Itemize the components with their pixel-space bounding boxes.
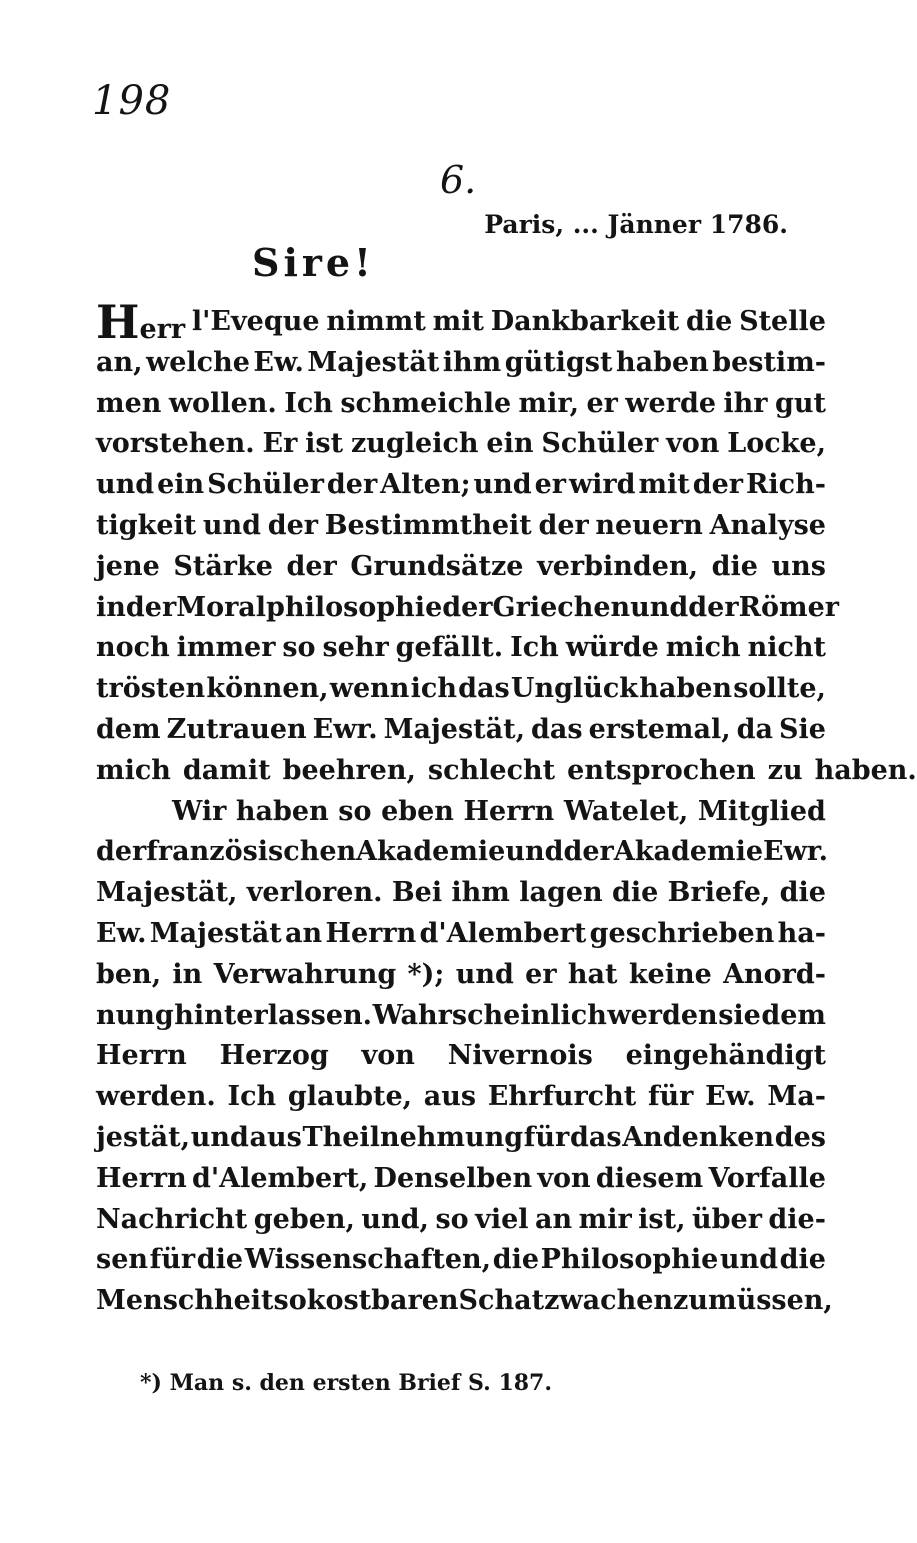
text-line (96, 424, 826, 465)
word: er (525, 958, 557, 990)
word: ben, (96, 958, 162, 990)
word: Analyse (709, 509, 826, 541)
word: Philosophie (540, 1244, 719, 1276)
word: Ewr. (763, 836, 828, 868)
word: schlecht (427, 754, 556, 786)
word: und (96, 469, 155, 501)
word: eingehändigt (625, 1040, 826, 1072)
word: Majestät, (383, 713, 526, 745)
text-line (96, 914, 826, 955)
text-line (96, 343, 826, 384)
word: haben. (814, 754, 917, 786)
word: ha- (777, 917, 826, 949)
word: Ich (510, 632, 559, 664)
word: noch (96, 632, 170, 664)
word: Bestimmtheit (324, 509, 532, 541)
word: Mitglied (697, 795, 826, 827)
word: Wir (172, 795, 227, 827)
text-line (96, 1159, 826, 1200)
word: würde (565, 632, 659, 664)
word: die (779, 1244, 826, 1276)
word: Ma- (767, 1081, 826, 1113)
word: Grundsätze (350, 550, 524, 582)
word: ein (157, 469, 205, 501)
dateline: Paris, ... Jänner 1786. (484, 210, 788, 239)
word: Zutrauen (166, 713, 307, 745)
text-line (96, 506, 826, 547)
word: Moralphilosophie (176, 591, 443, 623)
word: die (196, 1244, 244, 1276)
word: Briefe, (667, 877, 771, 909)
page-number: 198 (92, 78, 172, 124)
word: der (563, 836, 614, 868)
word: ihr (723, 387, 768, 419)
word: geben, (253, 1203, 355, 1235)
word: an (535, 1203, 573, 1235)
word: der (286, 550, 337, 582)
text-line (96, 669, 826, 710)
word: Schüler (207, 469, 324, 501)
word: für (149, 1244, 196, 1276)
word: zugleich (350, 428, 479, 460)
word: und (630, 591, 689, 623)
word: werden (607, 999, 718, 1031)
word: dem (761, 999, 826, 1031)
word: verloren. (246, 877, 383, 909)
word: Denselben (373, 1162, 533, 1194)
word: d'Alembert, (192, 1162, 369, 1194)
word: an, (96, 346, 143, 378)
word: Römer (738, 591, 840, 623)
letter-number: 6. (440, 158, 477, 202)
word: entsprochen (567, 754, 756, 786)
word: werde (625, 387, 716, 419)
text-line (96, 1118, 826, 1159)
text-line (96, 547, 826, 588)
word: an (285, 917, 323, 949)
word: Bei (391, 877, 443, 909)
word: Schüler (541, 428, 659, 460)
word: erstemal, (588, 713, 731, 745)
word: Akademie (356, 836, 506, 868)
word: der (96, 836, 147, 868)
word: Verwahrung (213, 958, 397, 990)
word: ihm (442, 346, 502, 378)
word: ich (410, 673, 457, 705)
word: die- (768, 1203, 826, 1235)
word: nung (96, 999, 174, 1031)
word: bestim- (712, 346, 826, 378)
word: Majestät (149, 917, 282, 949)
word: Ich (284, 387, 333, 419)
word: Er (262, 428, 298, 460)
word: Stelle (739, 306, 826, 337)
word: ihm (451, 877, 510, 909)
word: der (442, 591, 493, 623)
word: gut (774, 387, 826, 419)
word: des (774, 1121, 826, 1153)
word: Nachricht (96, 1203, 248, 1235)
word: Ew. (253, 346, 304, 378)
word: in (96, 591, 126, 623)
word: von (537, 1162, 591, 1194)
word: Locke, (727, 428, 826, 460)
word: ist (305, 428, 344, 460)
word: glaubte, (287, 1081, 413, 1113)
word: das (569, 1121, 622, 1153)
word: wenn (329, 673, 410, 705)
word: Ehrfurcht (487, 1081, 637, 1113)
text-line (96, 873, 826, 914)
text-line (96, 1077, 826, 1118)
word: eben (381, 795, 454, 827)
word: so (273, 1285, 307, 1317)
text-line (96, 295, 826, 349)
word: Herrn (96, 1040, 187, 1072)
word: müssen, (708, 1285, 833, 1317)
word: in (172, 958, 203, 990)
text-line (96, 1281, 833, 1322)
word: ein (486, 428, 534, 460)
word: und, (361, 1203, 429, 1235)
word: die (711, 550, 758, 582)
text-line (96, 751, 917, 792)
word: für (647, 1081, 694, 1113)
word: Akademie (613, 836, 764, 868)
word: das (458, 673, 510, 705)
word: zu (767, 754, 803, 786)
word: der (326, 469, 378, 501)
word: lagen (519, 877, 603, 909)
word: von (666, 428, 720, 460)
letter-body (96, 295, 917, 1322)
word: haben (235, 795, 329, 827)
word: und (455, 958, 514, 990)
text-line (96, 710, 826, 751)
word: der (688, 591, 739, 623)
word: uns (771, 550, 826, 582)
word: Herzog (219, 1040, 329, 1072)
word: verbinden, (537, 550, 699, 582)
word: Schatz (458, 1285, 560, 1317)
word: und (202, 509, 262, 541)
word: Ew. (96, 917, 147, 949)
word: Nivernois (447, 1040, 593, 1072)
word: der (125, 591, 177, 623)
word: der (538, 509, 589, 541)
text-line (96, 1240, 826, 1281)
word: mir (578, 1203, 632, 1235)
word: für (523, 1121, 570, 1153)
text-line (96, 628, 826, 669)
word: Majestät (307, 346, 440, 378)
word: Wahrscheinlich (372, 999, 607, 1031)
word: werden. (96, 1081, 216, 1113)
word: Ewr. (312, 713, 378, 745)
word: Anord- (723, 958, 826, 990)
word: d'Alembert (419, 917, 587, 949)
word: wird (568, 469, 636, 501)
word: sehr (322, 632, 389, 664)
salutation: Sire! (252, 240, 375, 285)
word: sie (718, 999, 761, 1031)
word: ist, (638, 1203, 686, 1235)
word: über (692, 1203, 762, 1235)
footnote: *) Man s. den ersten Brief S. 187. (140, 1370, 553, 1396)
text-line (96, 955, 826, 996)
word: Ich (227, 1081, 277, 1113)
word: mir, (518, 387, 580, 419)
word: da (736, 713, 773, 745)
word: schmeichle (340, 387, 512, 419)
word: Griechen (492, 591, 631, 623)
word: von (361, 1040, 415, 1072)
word: der (692, 469, 744, 501)
word: Herrn (325, 917, 417, 949)
word: das (531, 713, 583, 745)
word: und (473, 469, 532, 501)
text-line (96, 465, 826, 506)
word: haben (615, 346, 709, 378)
text-line (96, 384, 826, 425)
word: so (435, 1203, 469, 1235)
word: Herr (96, 295, 186, 349)
word: Sie (779, 713, 826, 745)
word: geschrieben (589, 917, 775, 949)
word: aus (249, 1121, 302, 1153)
word: Majestät, (96, 877, 238, 909)
word: Rich- (745, 469, 826, 501)
word: Herrn (96, 1162, 187, 1194)
word: kostbaren (306, 1285, 459, 1317)
word: können, (206, 673, 329, 705)
word: mit (432, 306, 484, 337)
word: nicht (747, 632, 826, 664)
word: Ew. (705, 1081, 756, 1113)
word: diesem (595, 1162, 704, 1194)
word: Alten; (380, 469, 471, 501)
text-line (96, 1200, 826, 1241)
word: trösten (96, 673, 206, 705)
word: die (612, 877, 659, 909)
word: die (685, 306, 733, 337)
word: tigkeit (96, 509, 197, 541)
word: sen (96, 1244, 149, 1276)
word: Unglück (510, 673, 638, 705)
word: haben (639, 673, 732, 705)
word: Dankbarkeit (490, 306, 680, 337)
word: dem (96, 713, 161, 745)
word: Watelet, (563, 795, 689, 827)
word: jestät, (96, 1121, 190, 1153)
word: er (534, 469, 566, 501)
word: sollte, (733, 673, 826, 705)
initial-letter: H (96, 295, 140, 349)
word: mich (665, 632, 741, 664)
word: neuern (595, 509, 703, 541)
word: *); (407, 958, 445, 990)
word: hat (567, 958, 618, 990)
text-line (96, 832, 826, 873)
word: Stärke (173, 550, 273, 582)
word: Theilnehmung (302, 1121, 524, 1153)
word: hinterlassen. (174, 999, 373, 1031)
word: damit (182, 754, 271, 786)
text-line (96, 588, 840, 629)
text-line (96, 1036, 826, 1077)
word: immer (176, 632, 276, 664)
word: Andenken (622, 1121, 775, 1153)
word: nimmt (326, 306, 426, 337)
word: jene (96, 550, 160, 582)
text-line (96, 996, 826, 1037)
word: vorstehen. (96, 428, 255, 460)
word: beehren, (282, 754, 416, 786)
word: die (779, 877, 826, 909)
word: Wissenschaften, (244, 1244, 492, 1276)
word: er (586, 387, 618, 419)
word: wollen. (168, 387, 277, 419)
text-line (96, 792, 826, 833)
word: die (492, 1244, 540, 1276)
word: Herrn (463, 795, 555, 827)
word: und (505, 836, 564, 868)
word: französischen (146, 836, 357, 868)
word: keine (628, 958, 712, 990)
word: mich (96, 754, 171, 786)
word: gefällt. (395, 632, 504, 664)
word: gütigst (504, 346, 613, 378)
word: men (96, 387, 162, 419)
word: viel (475, 1203, 529, 1235)
word: wachen (559, 1285, 674, 1317)
word: welche (145, 346, 250, 378)
word: so (338, 795, 372, 827)
word: und (190, 1121, 249, 1153)
word: mit (638, 469, 690, 501)
word: Menschheit (96, 1285, 274, 1317)
word: l'Eveque (191, 306, 320, 337)
word: zu (673, 1285, 708, 1317)
word: und (719, 1244, 779, 1276)
word: so (282, 632, 316, 664)
word: Vorfalle (708, 1162, 826, 1194)
word: aus (423, 1081, 477, 1113)
word: der (267, 509, 319, 541)
